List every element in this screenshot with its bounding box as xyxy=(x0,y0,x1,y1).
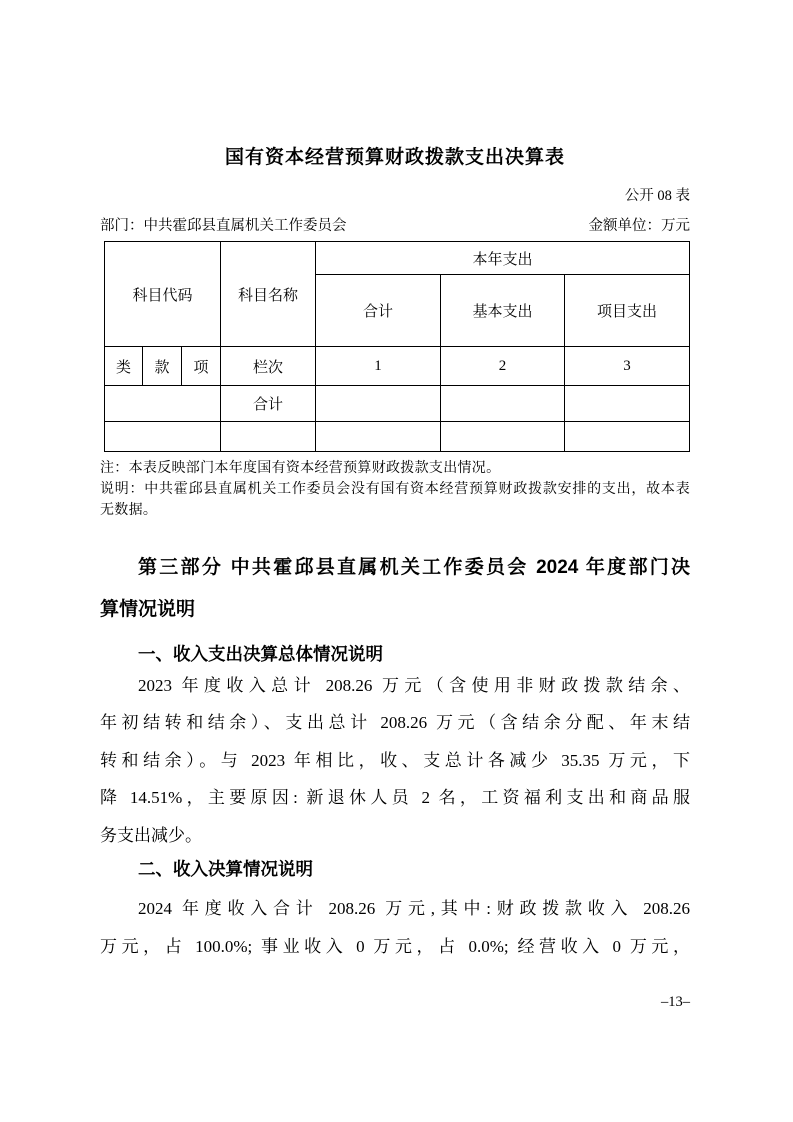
para1-line4: 降 14.51%，主要原因: 新退休人员 2 名，工资福利支出和商品服 xyxy=(100,788,690,807)
expenditure-table xyxy=(104,241,690,452)
th-col-basic-expenditure: 基本支出 xyxy=(441,275,565,347)
total-row-label: 合计 xyxy=(221,386,316,422)
section3-heading-line1: 第三部分 中共霍邱县直属机关工作委员会 2024 年度部门决 xyxy=(138,557,690,578)
empty-row-basic xyxy=(441,422,565,452)
th-code-class: 类 xyxy=(105,347,143,386)
rank-cell-1: 1 xyxy=(316,347,441,386)
explanation-text-line1: 说明：中共霍邱县直属机关工作委员会没有国有资本经营预算财政拨款安排的支出，故本表 xyxy=(100,482,690,497)
table-cell-empty xyxy=(105,422,221,452)
table-row-total xyxy=(105,386,690,422)
para1-line1: 2023 年度收入总计 208.26 万元（含使用非财政拨款结余、 xyxy=(138,675,690,695)
explanation-text-line2: 无数据。 xyxy=(100,503,158,518)
table-cell-empty xyxy=(105,386,221,422)
table-meta-row xyxy=(100,216,690,236)
form-tag-label: 公开 08 表 xyxy=(624,188,690,204)
table-title: 国有资本经营预算财政拨款支出决算表 xyxy=(224,147,565,168)
department-label: 部门：中共霍邱县直属机关工作委员会 xyxy=(100,218,347,234)
subsection1-heading: 一、收入支出决算总体情况说明 xyxy=(138,643,383,664)
th-rank-label: 栏次 xyxy=(221,347,316,386)
section3-heading-line2: 算情况说明 xyxy=(100,598,196,620)
amount-unit-label: 金额单位：万元 xyxy=(588,218,690,234)
para2-line1: 2024 年度收入合计 208.26 万元,其中:财政拨款收入 208.26 xyxy=(138,899,690,918)
table-notes xyxy=(100,458,690,521)
para1-line3: 转和结余）。与 2023 年相比，收、支总计各减少 35.35 万元，下 xyxy=(100,750,690,770)
th-col-total: 合计 xyxy=(316,275,441,347)
section3-heading xyxy=(100,549,690,633)
table-row-empty xyxy=(105,422,690,452)
th-subject-name: 科目名称 xyxy=(221,242,316,347)
document-content xyxy=(100,0,690,965)
th-code-item: 项 xyxy=(182,347,221,386)
empty-row-total xyxy=(316,422,441,452)
rank-cell-3: 3 xyxy=(565,347,690,386)
total-row-value-project xyxy=(565,386,690,422)
paragraph-income-details xyxy=(100,890,690,965)
para1-line5: 务支出减少。 xyxy=(100,825,202,845)
th-current-year-expenditure: 本年支出 xyxy=(316,242,690,275)
empty-row-name xyxy=(221,422,316,452)
para1-line2: 年初结转和结余）、支出总计 208.26 万元（含结余分配、年末结 xyxy=(100,713,690,732)
total-row-value-total xyxy=(316,386,441,422)
total-row-value-basic xyxy=(441,386,565,422)
page-number: –13– xyxy=(661,994,690,1010)
note-text: 注：本表反映部门本年度国有资本经营预算财政拨款支出情况。 xyxy=(100,461,501,476)
th-col-project-expenditure: 项目支出 xyxy=(565,275,690,347)
rank-cell-2: 2 xyxy=(441,347,565,386)
th-code-section: 款 xyxy=(143,347,182,386)
para2-line2: 万元，占 100.0%; 事业收入 0 万元，占 0.0%; 经营收入 0 万元， xyxy=(100,936,690,956)
subsection2-heading: 二、收入决算情况说明 xyxy=(138,859,313,879)
paragraph-income-expenditure-overview xyxy=(100,667,690,855)
empty-row-project xyxy=(565,422,690,452)
th-subject-code: 科目代码 xyxy=(105,242,221,347)
